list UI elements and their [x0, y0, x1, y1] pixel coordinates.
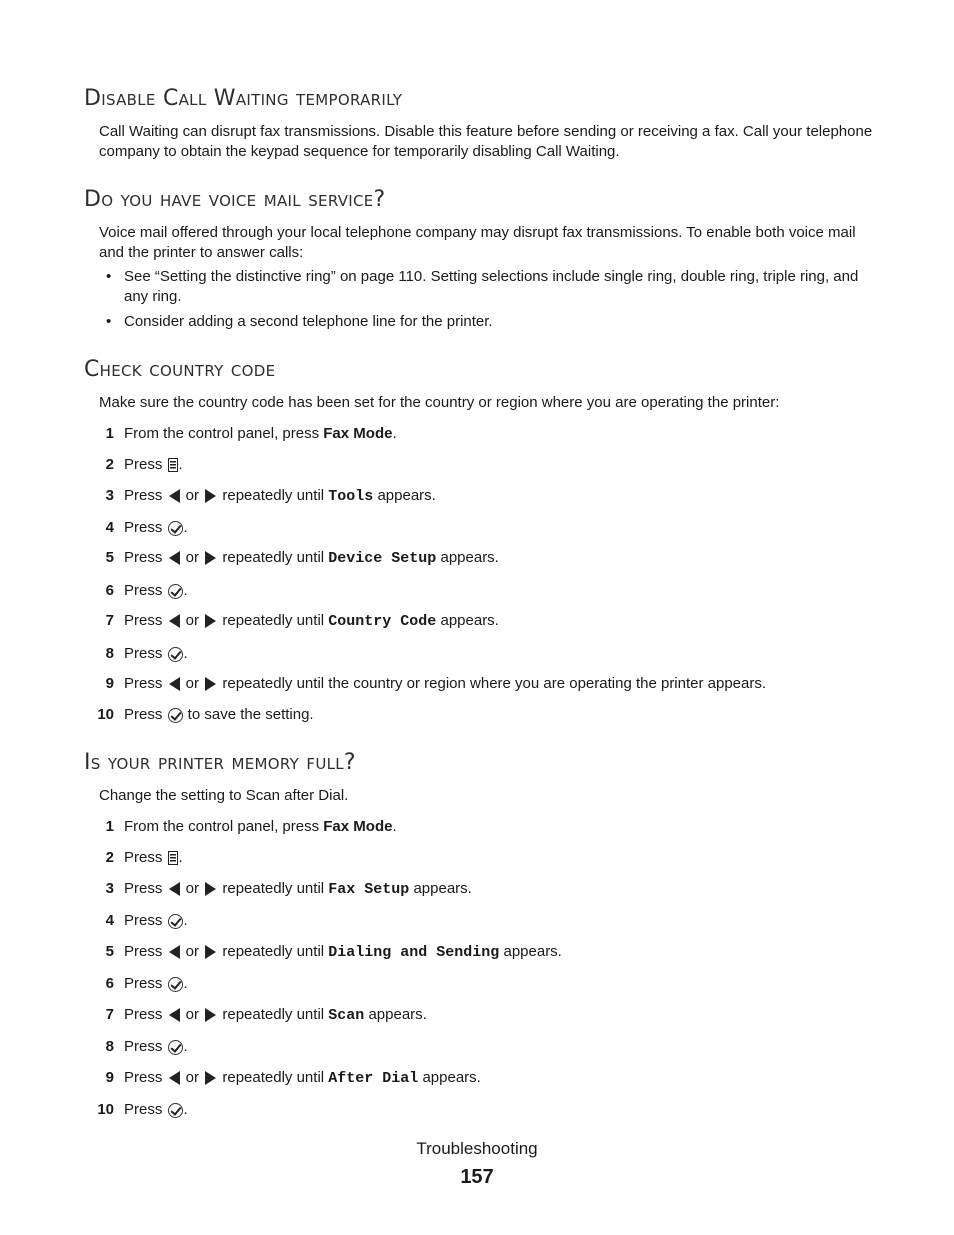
section-heading-memory-full: Is your printer memory full? [84, 750, 356, 775]
step-number: 2 [105, 456, 114, 473]
right-arrow-icon [205, 945, 216, 959]
step-number: 3 [105, 487, 114, 504]
select-check-icon [168, 647, 183, 662]
step-text: . [183, 975, 188, 992]
select-check-icon [168, 1040, 183, 1055]
step-text: . [183, 912, 188, 929]
step-text: or [181, 880, 204, 897]
step-text: Press [124, 612, 167, 629]
step-item [105, 644, 188, 664]
step-text: or [181, 1069, 204, 1086]
step-text: or [181, 487, 204, 504]
step-number: 8 [105, 1038, 114, 1055]
step-text: . [183, 582, 188, 599]
step-text: . [392, 818, 397, 835]
select-check-icon [168, 521, 183, 536]
step-text: Press [124, 1069, 167, 1086]
menu-icon [168, 458, 178, 472]
step-item [105, 911, 188, 931]
bullet-item: • Consider adding a second telephone line for the printer. [124, 312, 872, 332]
step-number: 1 [105, 425, 114, 442]
right-arrow-icon [205, 1071, 216, 1085]
step-item [105, 848, 183, 868]
step-text: appears. [409, 880, 472, 897]
step-item [97, 705, 314, 725]
left-arrow-icon [169, 551, 180, 565]
step-text: or [181, 943, 204, 960]
step-text: to save the setting. [183, 706, 314, 723]
right-arrow-icon [205, 489, 216, 503]
step-text: . [178, 849, 183, 866]
step-text: or [181, 612, 204, 629]
left-arrow-icon [169, 489, 180, 503]
step-number: 5 [105, 943, 114, 960]
step-text: Press [124, 1101, 167, 1118]
menu-item-name: Device Setup [328, 550, 437, 567]
step-text: . [392, 425, 397, 442]
step-text: Press [124, 706, 167, 723]
section-paragraph-call-waiting: Call Waiting can disrupt fax transmissions. Disable this feature before sending or receiving a fax. Call your telephone company to obtain the keypad sequence for temporarily disabling Call Waiting. [99, 123, 873, 160]
menu-icon [168, 851, 178, 865]
step-item [105, 455, 183, 475]
right-arrow-icon [205, 614, 216, 628]
step-number: 7 [105, 1006, 114, 1023]
step-text: Press [124, 1038, 167, 1055]
step-text: Press [124, 849, 167, 866]
menu-item-name: Fax Setup [328, 881, 410, 898]
step-item [105, 581, 188, 601]
step-number: 9 [105, 1069, 114, 1086]
step-text: Press [124, 456, 167, 473]
step-text: . [183, 1101, 188, 1118]
left-arrow-icon [169, 1008, 180, 1022]
step-text: Press [124, 943, 167, 960]
step-number: 6 [105, 582, 114, 599]
step-number: 8 [105, 645, 114, 662]
step-text: appears. [364, 1006, 427, 1023]
page-number: 157 [460, 1166, 494, 1188]
step-item [105, 974, 188, 994]
step-text: . [183, 1038, 188, 1055]
step-item [105, 1005, 427, 1026]
menu-item-name: Dialing and Sending [328, 944, 500, 961]
step-text: Press [124, 975, 167, 992]
left-arrow-icon [169, 1071, 180, 1085]
step-number: 3 [105, 880, 114, 897]
right-arrow-icon [205, 882, 216, 896]
select-check-icon [168, 1103, 183, 1118]
select-check-icon [168, 977, 183, 992]
right-arrow-icon [205, 1008, 216, 1022]
section-heading-call-waiting: Disable Call Waiting temporarily [84, 86, 403, 111]
step-text: repeatedly until [218, 612, 329, 629]
step-text: repeatedly until the country or region where you are operating the printer appears. [218, 675, 767, 692]
key-name: Fax Mode [323, 425, 393, 442]
section-paragraph-voice-mail: Voice mail offered through your local telephone company may disrupt fax transmissions. To enable both voice mail and the printer to answer calls: [99, 224, 856, 261]
step-text: Press [124, 645, 167, 662]
step-text: . [183, 645, 188, 662]
step-text: appears. [373, 487, 436, 504]
step-text: Press [124, 912, 167, 929]
section-paragraph-country-code: Make sure the country code has been set for the country or region where you are operating the printer: [99, 394, 780, 411]
step-item [105, 611, 499, 632]
step-text: Press [124, 487, 167, 504]
left-arrow-icon [169, 945, 180, 959]
step-item [105, 1068, 481, 1089]
step-item [105, 879, 472, 900]
step-text: repeatedly until [218, 943, 329, 960]
select-check-icon [168, 584, 183, 599]
step-number: 5 [105, 549, 114, 566]
step-text: repeatedly until [218, 1069, 329, 1086]
step-number: 9 [105, 675, 114, 692]
menu-item-name: Scan [328, 1007, 365, 1024]
step-text: Press [124, 880, 167, 897]
right-arrow-icon [205, 551, 216, 565]
step-text: From the control panel, press [124, 425, 324, 442]
step-number: 7 [105, 612, 114, 629]
select-check-icon [168, 708, 183, 723]
step-text: appears. [499, 943, 562, 960]
menu-item-name: After Dial [328, 1070, 419, 1087]
step-text: Press [124, 519, 167, 536]
step-number: 2 [105, 849, 114, 866]
select-check-icon [168, 914, 183, 929]
step-text: From the control panel, press [124, 818, 324, 835]
step-item [105, 942, 562, 963]
step-item [97, 1100, 188, 1120]
step-text: appears. [418, 1069, 481, 1086]
step-text: Press [124, 582, 167, 599]
right-arrow-icon [205, 677, 216, 691]
step-text: or [181, 675, 204, 692]
menu-item-name: Country Code [328, 613, 437, 630]
step-text: or [181, 1006, 204, 1023]
step-text: appears. [436, 612, 499, 629]
bullet-item: • See “Setting the distinctive ring” on page 110. Setting selections include single ring, double ring, triple ring, and any ring. [124, 267, 872, 307]
step-text: or [181, 549, 204, 566]
step-text: repeatedly until [218, 880, 329, 897]
step-number: 1 [105, 818, 114, 835]
step-number: 6 [105, 975, 114, 992]
key-name: Fax Mode [323, 818, 393, 835]
footer-chapter-label: Troubleshooting [416, 1139, 538, 1158]
step-number: 4 [105, 912, 114, 929]
step-item [105, 817, 397, 837]
step-text: . [183, 519, 188, 536]
step-text: repeatedly until [218, 487, 329, 504]
section-heading-voice-mail: Do you have voice mail service? [84, 187, 386, 212]
left-arrow-icon [169, 614, 180, 628]
section-paragraph-memory-full: Change the setting to Scan after Dial. [99, 787, 349, 804]
step-text: appears. [436, 549, 499, 566]
step-number: 10 [97, 1101, 114, 1118]
step-text: repeatedly until [218, 549, 329, 566]
section-heading-country-code: Check country code [84, 357, 276, 382]
step-item [105, 486, 436, 507]
step-item [105, 424, 397, 444]
left-arrow-icon [169, 677, 180, 691]
step-text: repeatedly until [218, 1006, 329, 1023]
left-arrow-icon [169, 882, 180, 896]
step-text: Press [124, 1006, 167, 1023]
menu-item-name: Tools [328, 488, 374, 505]
step-item [105, 548, 499, 569]
step-text: . [178, 456, 183, 473]
step-item [105, 518, 188, 538]
step-number: 4 [105, 519, 114, 536]
step-item [105, 1037, 188, 1057]
step-text: Press [124, 549, 167, 566]
step-item [105, 674, 767, 694]
step-text: Press [124, 675, 167, 692]
step-number: 10 [97, 706, 114, 723]
